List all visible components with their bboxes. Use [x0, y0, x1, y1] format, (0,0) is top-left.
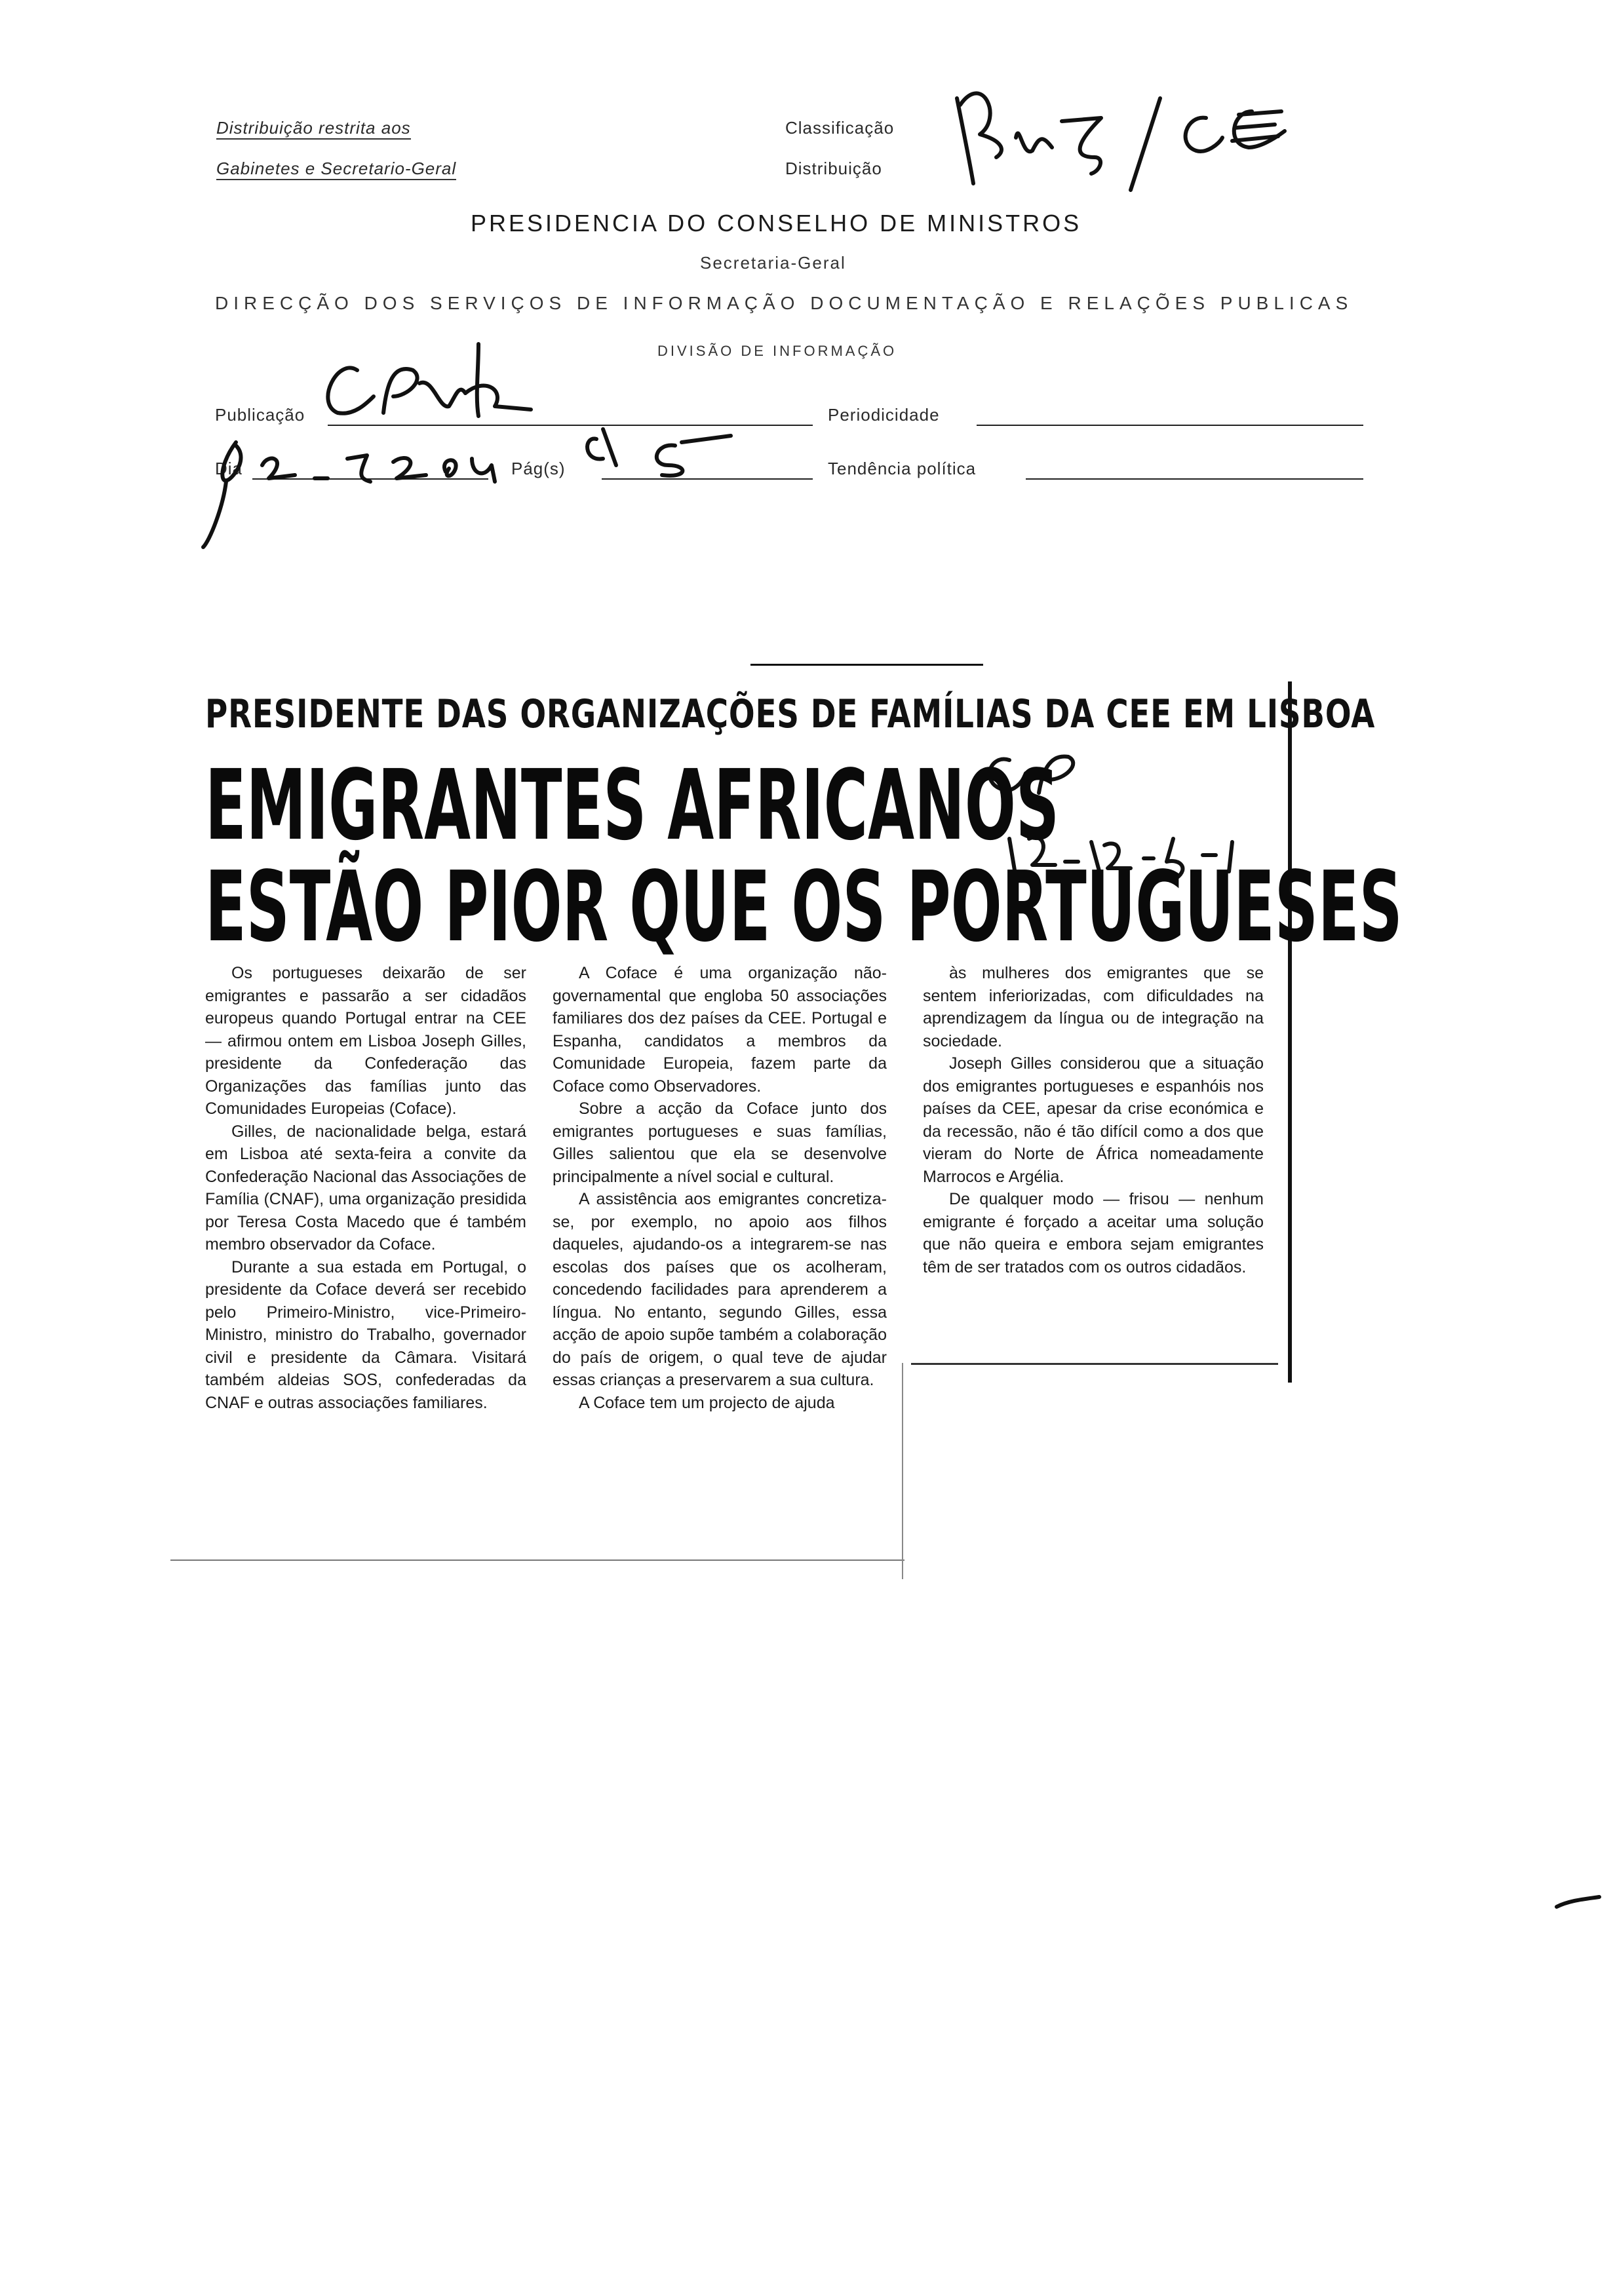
distribution-label: Distribuição [785, 159, 882, 178]
article-paragraph: Joseph Gilles considerou que a situação dos emigrantes portugueses e espanhóis nos países da CEE, apesar da crise económica e da recessão, não é tão difícil como a dos que vieram do Norte de África nomeadamente Marrocos e Argélia. [923, 1054, 1264, 1186]
article-paragraph: às mulheres dos emigrantes que se sentem inferiorizadas, com dificuldades na aprendizagem da língua ou de integração na sociedade. [923, 964, 1264, 1050]
division-label: DIVISÃO DE INFORMAÇÃO [657, 343, 897, 359]
article-kicker: PRESIDENTE DAS ORGANIZAÇÕES DE FAMÍLIAS DA CEE EM LISBOA [205, 691, 1376, 737]
scan-noise-line [170, 1559, 905, 1561]
org-title: PRESIDENCIA DO CONSELHO DE MINISTROS [471, 210, 1082, 237]
tendency-underline [1026, 478, 1363, 480]
handwritten-page-number [590, 429, 754, 482]
article-paragraph: Sobre a acção da Coface junto dos emigrantes portugueses e suas famílias, Gilles salientou que ela se desenvolve principalmente a nível social e cultural. [553, 1100, 887, 1186]
periodicity-label: Periodicidade [828, 405, 940, 425]
clipping-top-rule [750, 664, 983, 666]
handwritten-publication-and-date [197, 331, 564, 547]
article-paragraph: A Coface tem um projecto de ajuda [579, 1393, 835, 1412]
periodicity-underline [977, 425, 1363, 426]
day-label: Dia [215, 459, 243, 478]
directorate-label: DIRECÇÃO DOS SERVIÇOS DE INFORMAÇÃO DOCUMENTAÇÃO E RELAÇÕES PUBLICAS [215, 293, 1353, 313]
headline-line-1: EMIGRANTES AFRICANOS [205, 749, 1059, 862]
pages-label: Pág(s) [511, 459, 566, 478]
publication-label: Publicação [215, 405, 305, 425]
article-column-3 [923, 962, 1264, 1278]
political-tendency-label: Tendência política [828, 459, 977, 478]
distribution-note-line1: Distribuição restrita aos [216, 118, 411, 140]
secretariat-label: Secretaria-Geral [700, 253, 846, 273]
article-paragraph: Durante a sua estada em Portugal, o presidente da Coface deverá ser recebido pelo Primeiro-Ministro, vice-Primeiro-Ministro, ministro do Trabalho, governador civil e presidente da Câmara. Visitará também aldeias SOS, confederadas da CNAF e outras associações familiares. [205, 1257, 526, 1412]
distribution-note-line2: Gabinetes e Secretario-Geral [216, 159, 456, 180]
article-column-1 [205, 962, 526, 1414]
scan-noise-line [911, 1363, 1278, 1365]
article-paragraph: De qualquer modo — frisou — nenhum emigrante é forçado a aceitar uma solução que não queira e embora sejam emigrantes têm de ser tratados com os outros cidadãos. [923, 1190, 1264, 1276]
article-paragraph: A Coface é uma organização não-governamental que engloba 50 associações familiares dos dez países da CEE. Portugal e Espanha, candidatos a membros da Comunidade Europeia, fazem parte da Coface como Observadores. [553, 964, 887, 1096]
headline-line-2: ESTÃO PIOR QUE OS PORTUGUESES [205, 851, 1403, 963]
handwritten-file-reference [944, 59, 1311, 190]
clipping-right-border [1288, 681, 1292, 1383]
article-paragraph: Os portugueses deixarão de ser emigrantes e passarão a ser cidadãos europeus quando Portugal entrar na CEE — afirmou ontem em Lisboa Joseph Gilles, presidente da Confederação das Organizações das famílias junto das Comunidades Europeias (Coface). [205, 964, 526, 1118]
classification-label: Classificação [785, 118, 895, 138]
article-column-2 [553, 962, 887, 1414]
article-paragraph: Gilles, de nacionalidade belga, estará em Lisboa até sexta-feira a convite da Confederação Nacional das Associações de Família (CNAF), uma organização presidida por Teresa Costa Macedo que é também membro observador da Coface. [205, 1122, 526, 1253]
margin-pen-mark [1553, 1894, 1606, 1913]
article-paragraph: A assistência aos emigrantes concretiza-se, por exemplo, no apoio aos filhos daqueles, ajudando-os a integrarem-se nas escolas dos países que os acolheram, concedendo facilidades para aprenderem a língua. No entanto, segundo Gilles, essa acção de apoio supõe também a colaboração do país de origem, o qual teve de ajudar essas crianças a preservarem a sua cultura. [553, 1190, 887, 1389]
scan-noise-line [902, 1363, 903, 1579]
